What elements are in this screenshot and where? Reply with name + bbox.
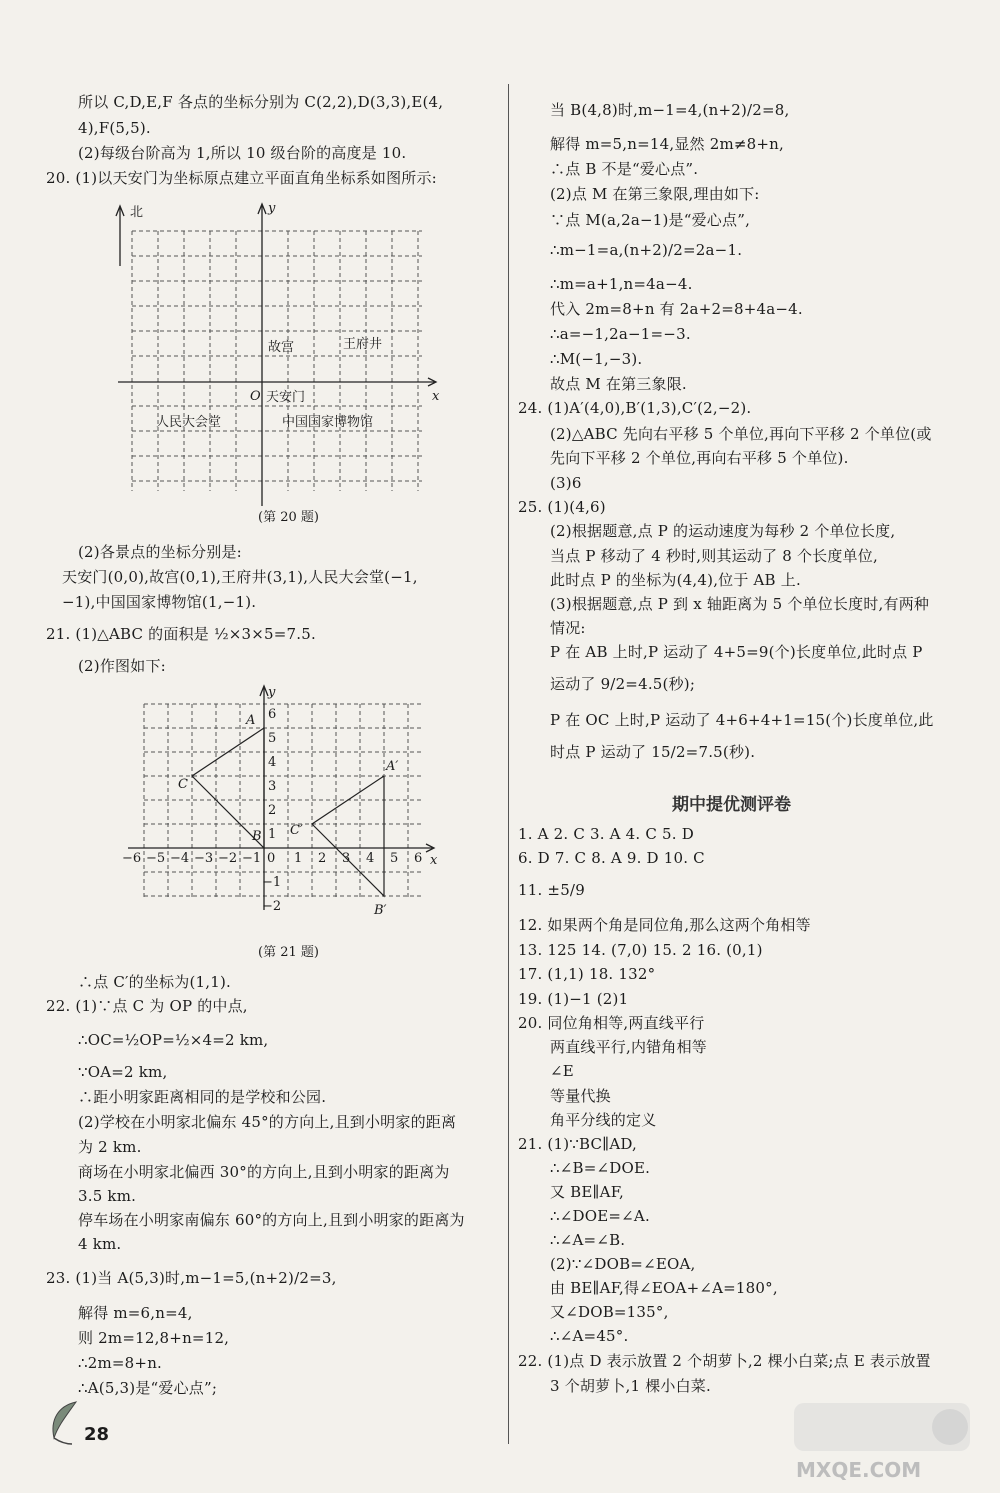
figure-caption: (第 20 题) [258, 510, 319, 525]
text-line: (3)6 [550, 474, 582, 492]
answer-line: ∴∠A=∠B. [550, 1231, 626, 1249]
answer-line: 角平分线的定义 [550, 1111, 657, 1129]
answer-line: ∴∠A=45°. [550, 1327, 629, 1345]
x-tick: 4 [366, 851, 375, 866]
text-line: 情况: [550, 619, 586, 637]
place-tiananmen: 天安门 [266, 390, 306, 405]
x-tick: −3 [194, 851, 214, 866]
section-title: 期中提优测评卷 [672, 795, 791, 815]
text-line: ∴点 C′的坐标为(1,1). [78, 973, 231, 991]
text-line: (2)学校在小明家北偏东 45°的方向上,且到小明家的距离 [78, 1113, 457, 1131]
place-great-hall: 人民大会堂 [156, 415, 222, 430]
text-line: 天安门(0,0),故宫(0,1),王府井(3,1),人民大会堂(−1, [62, 568, 418, 586]
answer-line: 13. 125 14. (7,0) 15. 2 16. (0,1) [518, 941, 763, 959]
answer-line: ∠E [550, 1062, 574, 1080]
origin-label: O [250, 389, 261, 404]
text-line: ∵OA=2 km, [78, 1063, 168, 1081]
text-line: 25. (1)(4,6) [518, 498, 606, 516]
text-line: (3)根据题意,点 P 到 x 轴距离为 5 个单位长度时,有两种 [550, 595, 930, 613]
answer-line: 3 个胡萝卜,1 棵小白菜. [550, 1377, 711, 1395]
x-tick: 0 [267, 851, 276, 866]
text-line: 所以 C,D,E,F 各点的坐标分别为 C(2,2),D(3,3),E(4, [78, 93, 444, 111]
x-tick: −5 [146, 851, 166, 866]
text-line: 此时点 P 的坐标为(4,4),位于 AB 上. [550, 571, 801, 589]
answer-line: 等量代换 [550, 1087, 611, 1105]
text-line: 24. (1)A′(4,0),B′(1,3),C′(2,−2). [518, 399, 752, 417]
answer-line: 又 BE∥AF, [550, 1183, 624, 1201]
text-line: ∴m−1=a,(n+2)/2=2a−1. [550, 241, 743, 259]
answer-line: 6. D 7. C 8. A 9. D 10. C [518, 849, 705, 867]
place-national-museum: 中国国家博物馆 [282, 415, 374, 430]
text-line: 商场在小明家北偏西 30°的方向上,且到小明家的距离为 [78, 1163, 450, 1181]
figure-20-coordinate-grid [110, 196, 450, 526]
text-line: 22. (1)∵点 C 为 OP 的中点, [46, 997, 248, 1015]
y-axis-label: y [268, 685, 276, 700]
y-axis-label: y [268, 201, 276, 216]
x-tick: 2 [318, 851, 327, 866]
text-line: 为 2 km. [78, 1138, 142, 1156]
text-line: 运动了 9/2=4.5(秒); [550, 675, 696, 693]
point-label-c: C [178, 777, 188, 792]
text-line: ∴2m=8+n. [78, 1354, 163, 1372]
text-line: ∴距小明家距离相同的是学校和公园. [78, 1088, 327, 1106]
answer-line: ∴∠B=∠DOE. [550, 1159, 651, 1177]
x-tick: 6 [414, 851, 423, 866]
place-gugong: 故宫 [268, 340, 295, 355]
y-tick: 4 [268, 755, 277, 770]
text-line: 4 km. [78, 1235, 122, 1253]
text-line: 20. (1)以天安门为坐标原点建立平面直角坐标系如图所示: [46, 169, 437, 187]
x-tick: −2 [218, 851, 238, 866]
answer-line: 又∠DOB=135°, [550, 1303, 669, 1321]
y-tick: 3 [268, 779, 277, 794]
y-tick: −2 [262, 899, 282, 914]
figure-caption: (第 21 题) [258, 945, 319, 960]
text-line: ∴OC=½OP=½×4=2 km, [78, 1031, 269, 1049]
text-line: ∴a=−1,2a−1=−3. [550, 325, 691, 343]
x-tick: −4 [170, 851, 190, 866]
north-label: 北 [130, 205, 144, 220]
x-tick: 5 [390, 851, 399, 866]
y-tick: 2 [268, 803, 277, 818]
text-line: (2)各景点的坐标分别是: [78, 543, 242, 561]
text-line: (2)每级台阶高为 1,所以 10 级台阶的高度是 10. [78, 144, 407, 162]
text-line: −1),中国国家博物馆(1,−1). [62, 593, 257, 611]
point-label-c-prime: C′ [290, 823, 303, 838]
answer-line: 11. ±5/9 [518, 881, 585, 899]
text-line: 时点 P 运动了 15/2=7.5(秒). [550, 743, 756, 761]
x-tick: −1 [242, 851, 262, 866]
answer-line: 20. 同位角相等,两直线平行 [518, 1014, 705, 1032]
text-line: 当点 P 移动了 4 秒时,则其运动了 8 个长度单位, [550, 547, 878, 565]
answer-line: 21. (1)∵BC∥AD, [518, 1135, 638, 1153]
text-line: 停车场在小明家南偏东 60°的方向上,且到小明家的距离为 [78, 1211, 465, 1229]
text-line: ∴点 B 不是“爱心点”. [550, 160, 699, 178]
x-tick: 1 [294, 851, 303, 866]
point-label-a-prime: A′ [386, 759, 399, 774]
text-line: ∴A(5,3)是“爱心点”; [78, 1379, 218, 1397]
text-line: 23. (1)当 A(5,3)时,m−1=5,(n+2)/2=3, [46, 1269, 337, 1287]
text-line: 代入 2m=8+n 有 2a+2=8+4a−4. [550, 300, 803, 318]
text-line: P 在 OC 上时,P 运动了 4+6+4+1=15(个)长度单位,此 [550, 711, 934, 729]
column-divider [508, 84, 509, 1444]
point-label-a: A [246, 713, 256, 728]
watermark-logo [782, 1397, 982, 1487]
y-tick: −1 [262, 875, 282, 890]
y-tick: 5 [268, 731, 277, 746]
page-number: 28 [84, 1424, 110, 1445]
text-line: 4),F(5,5). [78, 119, 151, 137]
svg-text:MXQE.COM: MXQE.COM [796, 1458, 922, 1482]
answer-line: (2)∵∠DOB=∠EOA, [550, 1255, 696, 1273]
y-tick: 6 [268, 707, 277, 722]
answer-line: 17. (1,1) 18. 132° [518, 965, 656, 983]
text-line: ∵点 M(a,2a−1)是“爱心点”, [550, 211, 751, 229]
x-axis-label: x [430, 853, 438, 868]
text-line: P 在 AB 上时,P 运动了 4+5=9(个)长度单位,此时点 P [550, 643, 923, 661]
answer-line: 1. A 2. C 3. A 4. C 5. D [518, 825, 694, 843]
text-line: (2)根据题意,点 P 的运动速度为每秒 2 个单位长度, [550, 522, 896, 540]
point-label-b-prime: B′ [374, 903, 387, 918]
text-line: ∴M(−1,−3). [550, 350, 643, 368]
text-line: 故点 M 在第三象限. [550, 375, 687, 393]
x-tick: −6 [122, 851, 142, 866]
answer-line: 22. (1)点 D 表示放置 2 个胡萝卜,2 棵小白菜;点 E 表示放置 [518, 1352, 931, 1370]
x-tick: 3 [342, 851, 351, 866]
text-line: (2)作图如下: [78, 657, 166, 675]
answer-line: 两直线平行,内错角相等 [550, 1038, 707, 1056]
text-line: 21. (1)△ABC 的面积是 ½×3×5=7.5. [46, 625, 316, 643]
text-line: 先向下平移 2 个单位,再向右平移 5 个单位). [550, 449, 849, 467]
text-line: (2)△ABC 先向右平移 5 个单位,再向下平移 2 个单位(或 [550, 425, 932, 443]
text-line: (2)点 M 在第三象限,理由如下: [550, 185, 760, 203]
point-label-b: B [252, 829, 262, 844]
answer-line: 12. 如果两个角是同位角,那么这两个角相等 [518, 916, 811, 934]
y-tick: 1 [268, 827, 277, 842]
answer-line: 19. (1)−1 (2)1 [518, 990, 629, 1008]
text-line: 当 B(4,8)时,m−1=4,(n+2)/2=8, [550, 101, 790, 119]
text-line: 解得 m=6,n=4, [78, 1304, 193, 1322]
x-axis-label: x [432, 389, 440, 404]
figure-21-coordinate-grid [118, 684, 438, 964]
text-line: ∴m=a+1,n=4a−4. [550, 275, 693, 293]
text-line: 3.5 km. [78, 1187, 137, 1205]
leaf-icon [48, 1398, 82, 1448]
answer-line: 由 BE∥AF,得∠EOA+∠A=180°, [550, 1279, 778, 1297]
text-line: 解得 m=5,n=14,显然 2m≠8+n, [550, 135, 784, 153]
place-wangfujing: 王府井 [343, 337, 383, 352]
answer-line: ∴∠DOE=∠A. [550, 1207, 650, 1225]
text-line: 则 2m=12,8+n=12, [78, 1329, 230, 1347]
